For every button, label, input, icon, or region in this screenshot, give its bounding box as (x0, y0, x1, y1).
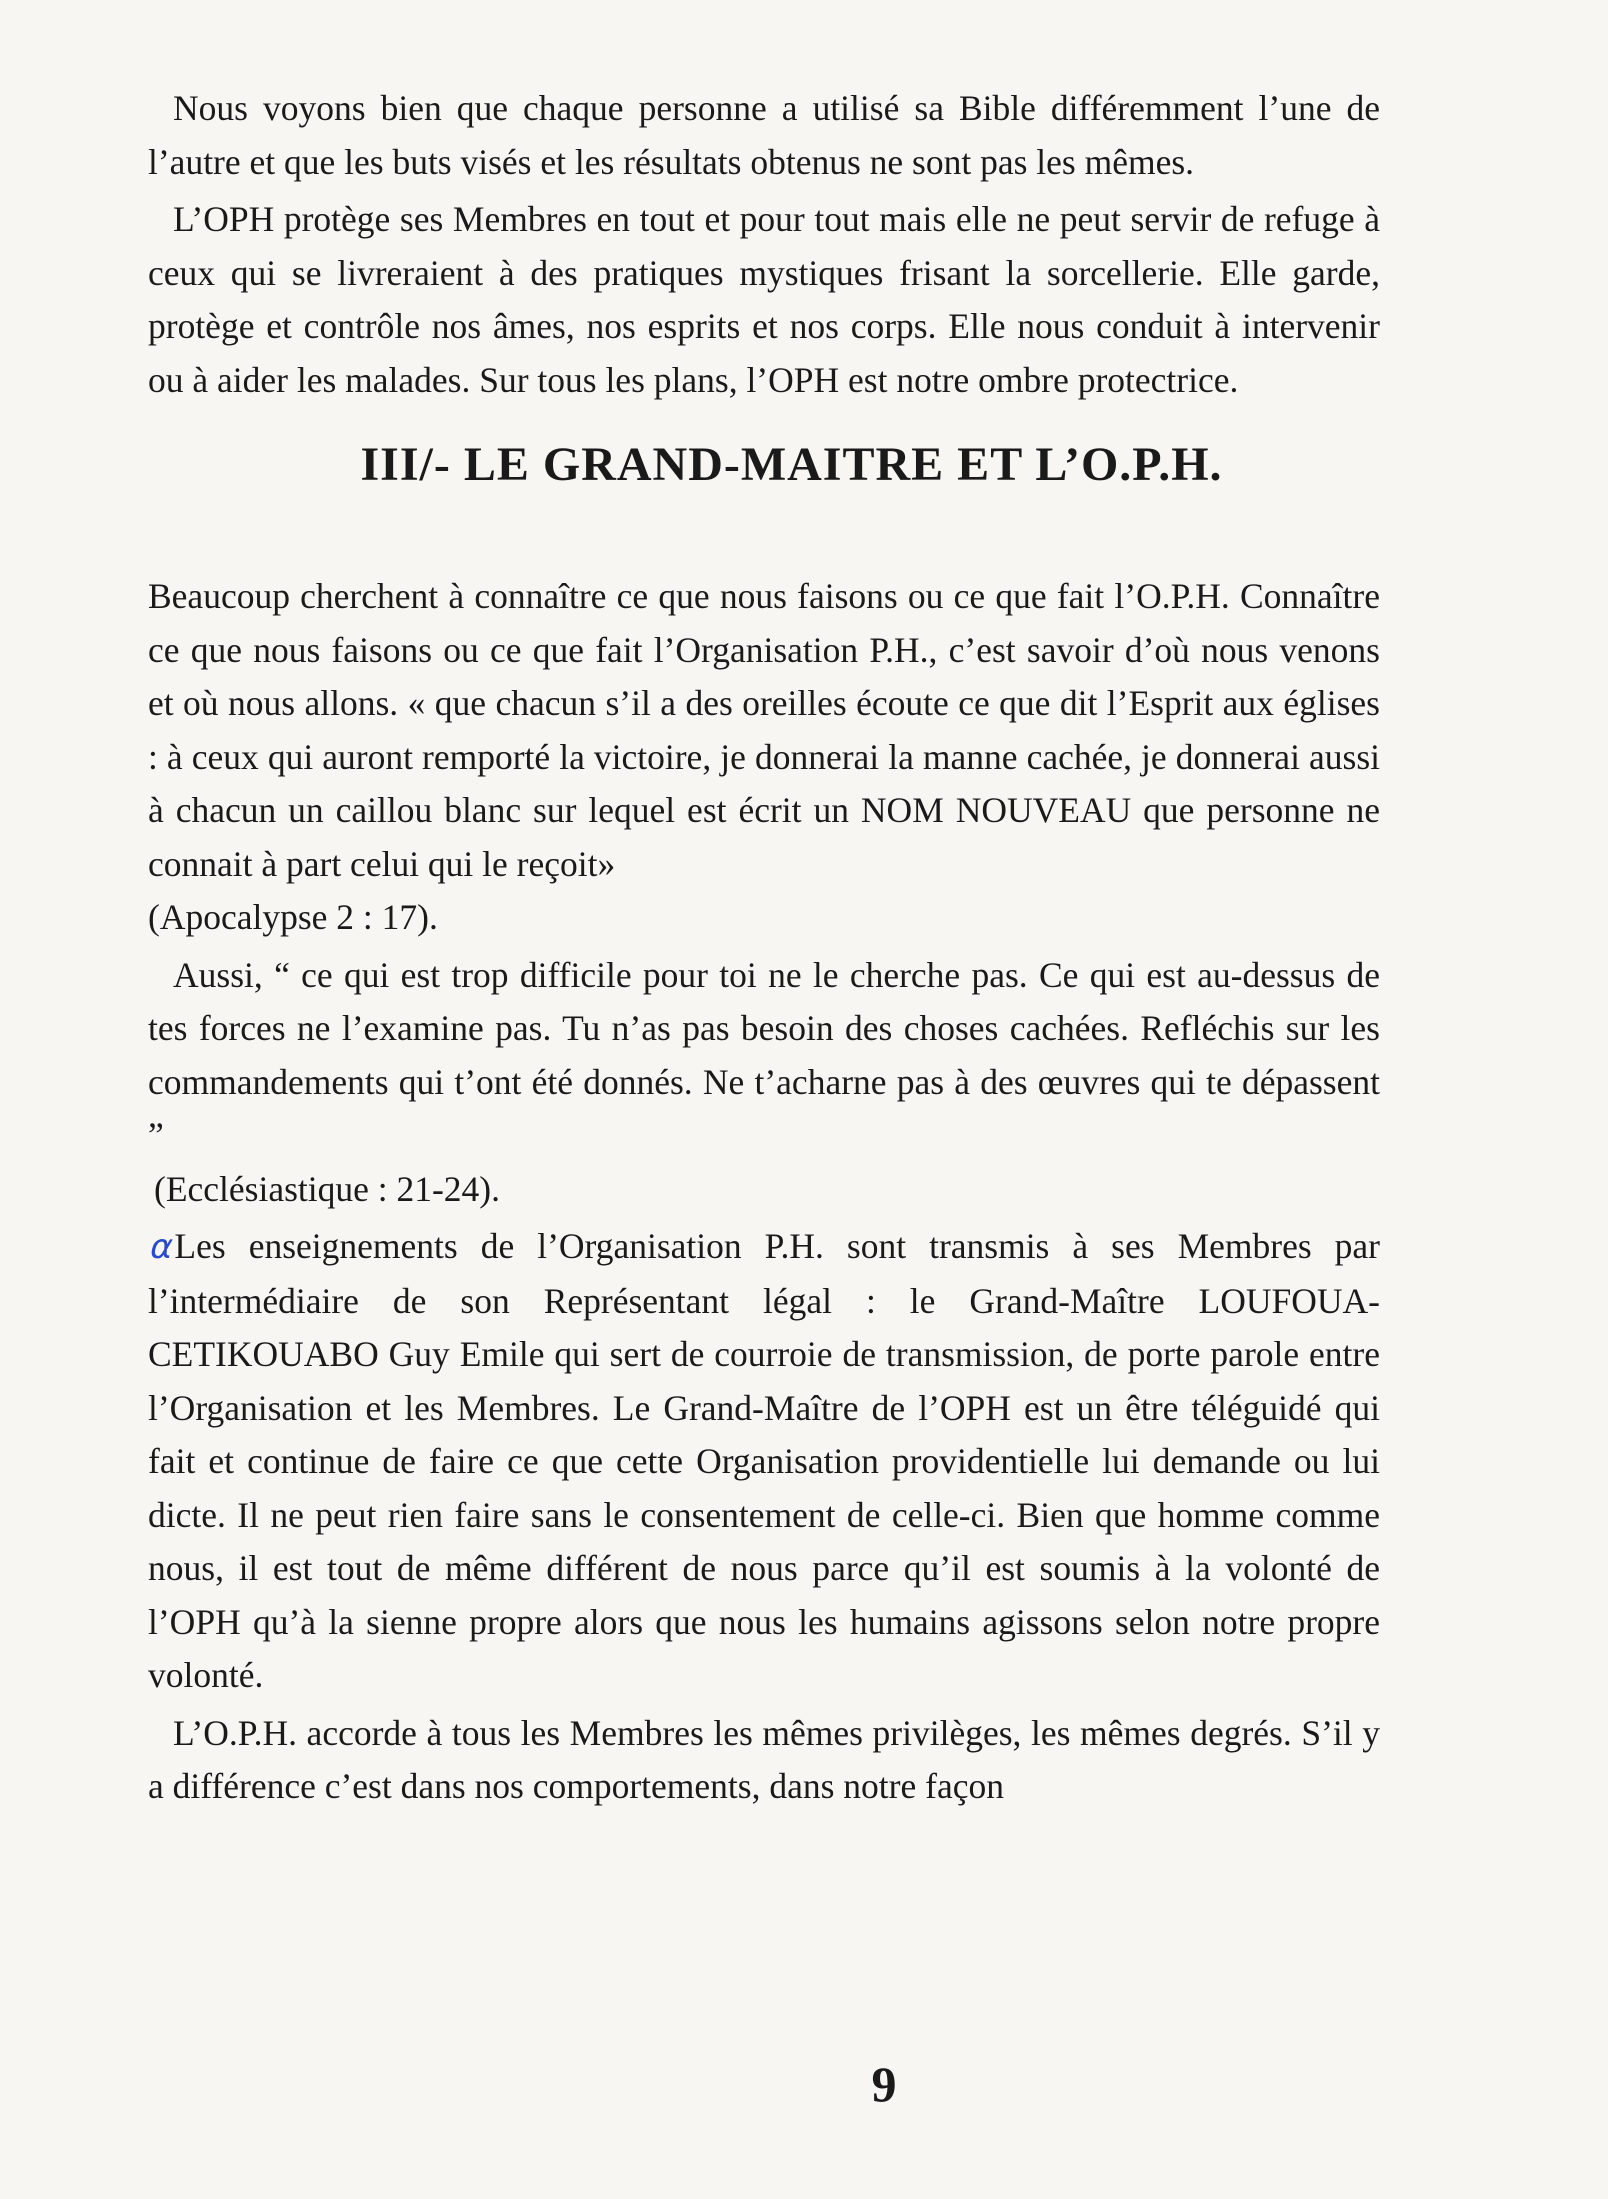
handwritten-mark: ⍺ (148, 1229, 171, 1266)
section-paragraph-3 (148, 1220, 1380, 1703)
page-content (148, 82, 1380, 1814)
intro-paragraph-1: Nous voyons bien que chaque personne a utilisé sa Bible différemment l’une de l’autre et que les buts visés et les résultats obtenus ne sont pas les mêmes. (148, 88, 1380, 182)
intro-paragraph-2: L’OPH protège ses Membres en tout et pour tout mais elle ne peut servir de refuge à ceux qui se livreraient à des pratiques mystiques frisant la sorcellerie. Elle garde, protège et contrôle nos âmes, nos esprits et nos corps. Elle nous conduit à intervenir ou à aider les malades. Sur tous les plans, l’OPH est notre ombre protectrice. (148, 199, 1380, 400)
page-number: 9 (871, 2056, 897, 2112)
section-paragraph-3-text: Les enseignements de l’Organisation P.H. sont transmis à ses Membres par l’intermédiaire de son Représentant légal : le Grand-Maître LOUFOUA-CETIKOUABO Guy Emile qui sert de courroie de transmission, de porte parole entre l’Organisation et les Membres. Le Grand-Maître de l’OPH est un être téléguidé qui fait et continue de faire ce que cette Organisation providentielle lui demande ou lui dicte. Il ne peut rien faire sans le consentement de celle-ci. Bien que homme comme nous, il est tout de même différent de nous parce qu’il est soumis à la volonté de l’OPH qu’à la sienne propre alors que nous les humains agissons selon notre propre volonté. (148, 1226, 1380, 1695)
section-heading: III/- LE GRAND-MAITRE ET L’O.P.H. (360, 438, 1223, 491)
section-paragraph-1: Beaucoup cherchent à connaître ce que nous faisons ou ce que fait l’O.P.H. Connaître ce que nous faisons ou ce que fait l’Organisation P.H., c’est savoir d’où nous venons et où nous allons. « que chacun s’il a des oreilles écoute ce que dit l’Esprit aux églises : à ceux qui auront remporté la victoire, je donnerai la manne cachée, je donnerai aussi à chacun un caillou blanc sur lequel est écrit un NOM NOUVEAU que personne ne connait à part celui qui le reçoit» (148, 576, 1380, 884)
ecclesiastique-citation: (Ecclésiastique : 21-24). (154, 1168, 501, 1209)
apocalypse-citation: (Apocalypse 2 : 17). (148, 897, 438, 937)
section-paragraph-4: L’O.P.H. accorde à tous les Membres les mêmes privilèges, les mêmes degrés. S’il y a différence c’est dans nos comportements, dans notre façon (148, 1712, 1380, 1806)
section-paragraph-2: Aussi, “ ce qui est trop difficile pour toi ne le cherche pas. Ce qui est au-dessus de tes forces ne l’examine pas. Tu n’as pas besoin des choses cachées. Refléchis sur les commandements qui t’ont été donnés. Ne t’acharne pas à des œuvres qui te dépassent ” (148, 954, 1380, 1155)
